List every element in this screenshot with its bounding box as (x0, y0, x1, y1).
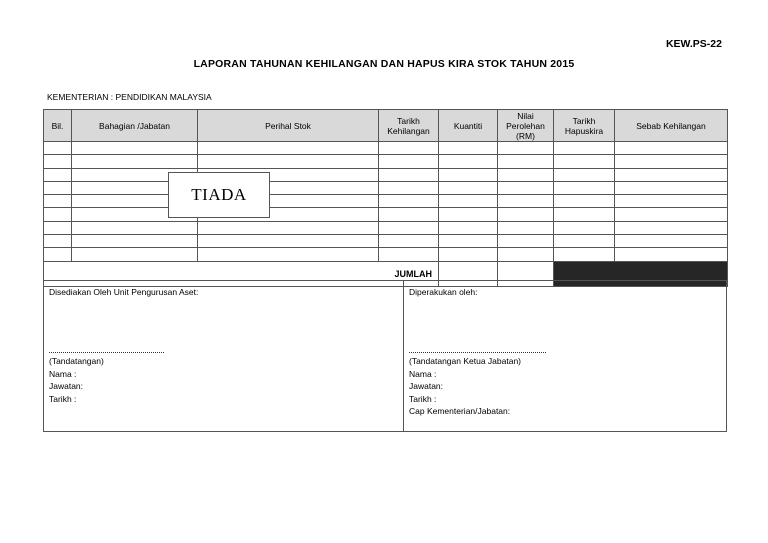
table-cell (379, 248, 439, 261)
table-cell (72, 155, 198, 168)
table-cell (379, 221, 439, 234)
table-cell (498, 195, 554, 208)
table-cell (554, 195, 615, 208)
approved-nama: Nama : (409, 368, 437, 379)
header-tarikh-hapuskira: Tarikh Hapuskira (554, 110, 615, 142)
table-cell (554, 248, 615, 261)
table-cell (44, 235, 72, 248)
table-cell (498, 142, 554, 155)
jumlah-label: JUMLAH (44, 261, 439, 286)
table-cell (379, 181, 439, 194)
prepared-nama: Nama : (49, 368, 77, 379)
table-cell (439, 195, 498, 208)
table-cell (554, 168, 615, 181)
table-row (44, 168, 728, 181)
approved-by-box (403, 280, 727, 432)
table-cell (615, 235, 728, 248)
table-cell (379, 142, 439, 155)
approved-heading: Diperakukan oleh: (409, 287, 478, 297)
table-cell (198, 142, 379, 155)
table-cell (198, 248, 379, 261)
table-cell (498, 155, 554, 168)
stock-loss-table (43, 109, 728, 287)
prepared-tarikh: Tarikh : (49, 393, 77, 404)
table-cell (44, 155, 72, 168)
header-tarikh-kehilangan: Tarikh Kehilangan (379, 110, 439, 142)
table-cell (44, 221, 72, 234)
table-cell (379, 155, 439, 168)
table-row (44, 181, 728, 194)
tiada-stamp: TIADA (168, 172, 270, 218)
table-cell (615, 248, 728, 261)
table-cell (72, 235, 198, 248)
table-cell (554, 181, 615, 194)
header-bil: Bil. (44, 110, 72, 142)
table-cell (198, 235, 379, 248)
table-row (44, 221, 728, 234)
table-row (44, 155, 728, 168)
table-cell (439, 221, 498, 234)
table-cell (439, 208, 498, 221)
table-cell (554, 221, 615, 234)
table-cell (615, 195, 728, 208)
ministry-label: KEMENTERIAN : PENDIDIKAN MALAYSIA (47, 92, 212, 102)
table-cell (498, 221, 554, 234)
table-cell (439, 168, 498, 181)
table-cell (44, 208, 72, 221)
header-nilai: Nilai Perolehan (RM) (498, 110, 554, 142)
table-cell (72, 248, 198, 261)
prepared-by-box (43, 280, 404, 432)
table-cell (554, 235, 615, 248)
approved-tarikh: Tarikh : (409, 393, 437, 404)
table-cell (554, 155, 615, 168)
prepared-heading: Disediakan Oleh Unit Pengurusan Aset: (49, 287, 199, 297)
table-cell (439, 155, 498, 168)
table-cell (379, 195, 439, 208)
signature-line (409, 344, 546, 353)
table-cell (379, 235, 439, 248)
table-cell (44, 168, 72, 181)
table-cell (439, 142, 498, 155)
table-cell (615, 181, 728, 194)
table-cell (615, 155, 728, 168)
table-cell (439, 181, 498, 194)
header-kuantiti: Kuantiti (439, 110, 498, 142)
table-cell (198, 155, 379, 168)
table-cell (439, 248, 498, 261)
table-cell (498, 208, 554, 221)
table-cell (379, 208, 439, 221)
table-cell (198, 221, 379, 234)
table-cell (72, 142, 198, 155)
approved-jawatan: Jawatan: (409, 381, 444, 391)
table-row (44, 248, 728, 261)
table-row (44, 195, 728, 208)
table-cell (439, 235, 498, 248)
table-cell (44, 195, 72, 208)
table-row (44, 142, 728, 155)
prepared-signature-label: (Tandatangan) (49, 356, 104, 366)
table-cell (498, 168, 554, 181)
table-cell (44, 142, 72, 155)
table-cell (554, 208, 615, 221)
table-cell (615, 208, 728, 221)
table-cell (44, 248, 72, 261)
table-cell (615, 142, 728, 155)
table-cell (498, 248, 554, 261)
table-cell (72, 221, 198, 234)
table-cell (615, 168, 728, 181)
header-sebab: Sebab Kehilangan (615, 110, 728, 142)
table-row (44, 235, 728, 248)
table-cell (498, 181, 554, 194)
table-cell (379, 168, 439, 181)
header-bahagian: Bahagian /Jabatan (72, 110, 198, 142)
approved-cap: Cap Kementerian/Jabatan: (409, 406, 511, 416)
table-cell (498, 235, 554, 248)
table-cell (554, 142, 615, 155)
report-title: LAPORAN TAHUNAN KEHILANGAN DAN HAPUS KIRA STOK TAHUN 2015 (193, 58, 575, 70)
prepared-jawatan: Jawatan: (49, 381, 84, 391)
form-code: KEW.PS-22 (665, 38, 722, 50)
table-cell (615, 221, 728, 234)
table-cell (44, 181, 72, 194)
table-header-row (44, 110, 728, 142)
signature-line (49, 344, 164, 353)
approved-signature-label: (Tandatangan Ketua Jabatan) (409, 356, 522, 366)
table-row (44, 208, 728, 221)
header-perihal: Perihal Stok (198, 110, 379, 142)
